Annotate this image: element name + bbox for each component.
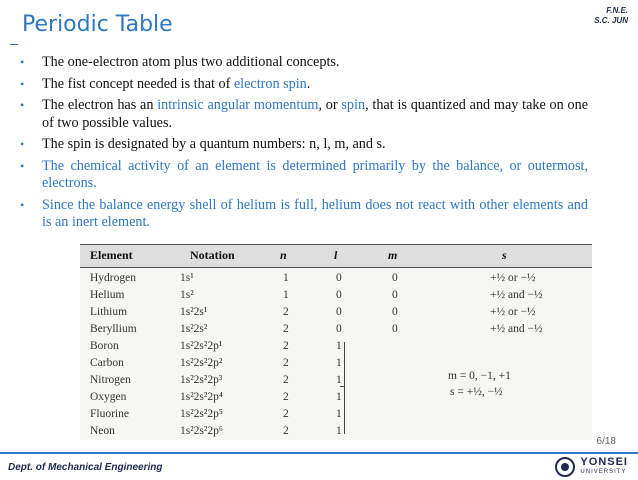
cell-s: +½ and −½ — [490, 323, 543, 335]
header-notation: Notation — [190, 248, 235, 262]
bullet-item — [20, 158, 588, 193]
title-accent-rule — [10, 44, 18, 45]
bullet-text: . — [306, 75, 311, 92]
cell-l: 1 — [336, 408, 342, 420]
cell-l: 0 — [336, 306, 342, 318]
bullet-text: The spin is designated by a quantum numbers: n, l, m, and s. — [42, 136, 386, 152]
bullet-dot-icon: • — [20, 137, 25, 151]
group-m-text: m = 0, −1, +1 — [448, 370, 511, 382]
electron-configuration-table — [80, 244, 592, 440]
cell-n: 2 — [283, 357, 289, 369]
bullet-text: , or — [318, 97, 342, 113]
cell-element: Oxygen — [90, 391, 127, 403]
table-row — [80, 425, 592, 442]
table-row — [80, 391, 592, 408]
bullet-text: The fist concept needed is that of — [42, 75, 234, 92]
logo-text-small: UNIVERSITY — [580, 469, 627, 475]
cell-l: 1 — [336, 374, 342, 386]
table-row — [80, 272, 592, 289]
header-n: n — [280, 248, 287, 262]
cell-notation: 1s²2s²2p⁵ — [180, 408, 223, 420]
cell-n: 2 — [283, 374, 289, 386]
cell-s: +½ or −½ — [490, 306, 536, 318]
highlight-term: electron spin — [233, 75, 307, 92]
bullet-text: The one-electron atom plus two additional concepts. — [42, 54, 340, 70]
bullet-text: , that is quantized and may take on one of two possible values. — [42, 97, 589, 131]
cell-n: 2 — [283, 323, 289, 335]
cell-l: 1 — [336, 425, 342, 437]
cell-element: Nitrogen — [90, 374, 131, 386]
cell-element: Lithium — [90, 306, 128, 318]
page-number: 6/18 — [596, 436, 616, 447]
bullet-item — [20, 97, 588, 132]
table-row — [80, 340, 592, 357]
bullet-list — [20, 54, 588, 236]
department-label: Dept. of Mechanical Engineering — [8, 462, 163, 473]
footer-bar — [0, 452, 638, 480]
cell-l: 1 — [336, 340, 342, 352]
cell-n: 1 — [283, 272, 289, 284]
table-row — [80, 323, 592, 340]
cell-element: Helium — [90, 289, 125, 301]
cell-n: 2 — [283, 306, 289, 318]
cell-notation: 1s²2s²2p³ — [180, 374, 223, 386]
cell-n: 2 — [283, 391, 289, 403]
group-s-text: s = +½, −½ — [450, 386, 503, 398]
cell-n: 2 — [283, 425, 289, 437]
highlight-term: spin — [341, 97, 366, 113]
cell-element: Neon — [90, 425, 115, 437]
cell-element: Boron — [90, 340, 119, 352]
cell-s: +½ or −½ — [490, 272, 536, 284]
group-brace-icon — [344, 342, 353, 434]
bullet-item — [20, 197, 588, 232]
cell-m: 0 — [392, 289, 398, 301]
cell-m: 0 — [392, 323, 398, 335]
bullet-item — [20, 136, 588, 154]
cell-notation: 1s² — [180, 289, 194, 301]
bullet-dot-icon: • — [20, 98, 25, 112]
cell-m: 0 — [392, 272, 398, 284]
table-row — [80, 289, 592, 306]
table-row — [80, 374, 592, 391]
cell-m: 0 — [392, 306, 398, 318]
cell-l: 0 — [336, 272, 342, 284]
slide-title: Periodic Table — [22, 12, 173, 37]
header-l: l — [334, 248, 338, 262]
bullet-text-blue: Since the balance energy shell of helium is full, helium does not react with other elements and is an inert element. — [42, 196, 588, 230]
cell-l: 1 — [336, 391, 342, 403]
header-s: s — [502, 248, 507, 262]
cell-notation: 1s²2s²2p¹ — [180, 340, 223, 352]
cell-notation: 1s²2s²2p⁶ — [180, 425, 223, 437]
cell-notation: 1s²2s²2p⁴ — [180, 391, 223, 403]
cell-l: 1 — [336, 357, 342, 369]
bullet-dot-icon: • — [20, 197, 25, 212]
cell-element: Hydrogen — [90, 272, 136, 284]
table-row — [80, 408, 592, 425]
header-m: m — [388, 248, 398, 262]
author-tag-line1: F.N.E. — [606, 6, 628, 15]
cell-element: Beryllium — [90, 323, 137, 335]
table-header — [80, 244, 592, 268]
cell-element: Fluorine — [90, 408, 129, 420]
table-row — [80, 357, 592, 374]
cell-element: Carbon — [90, 357, 124, 369]
cell-n: 1 — [283, 289, 289, 301]
bullet-item — [20, 76, 588, 94]
cell-n: 2 — [283, 340, 289, 352]
cell-l: 0 — [336, 323, 342, 335]
cell-notation: 1s²2s²2p² — [180, 357, 223, 369]
university-logo — [555, 457, 628, 477]
author-tag-line2: S.C. JUN — [594, 16, 628, 25]
cell-notation: 1s²2s² — [180, 323, 208, 335]
bullet-item — [20, 54, 588, 72]
cell-s: +½ and −½ — [490, 289, 543, 301]
logo-wordmark — [580, 457, 628, 477]
author-tag — [594, 6, 628, 26]
highlight-term: intrinsic angular momentum — [157, 97, 319, 113]
bullet-text-blue: The chemical activity of an element is determined primarily by the balance, or outermost, electrons. — [42, 157, 588, 191]
university-seal-icon — [555, 457, 575, 477]
cell-notation: 1s¹ — [180, 272, 194, 284]
cell-l: 0 — [336, 289, 342, 301]
cell-notation: 1s²2s¹ — [180, 306, 208, 318]
bullet-dot-icon: • — [20, 55, 25, 69]
cell-n: 2 — [283, 408, 289, 420]
bullet-dot-icon: • — [20, 76, 25, 91]
bullet-text: The electron has an — [42, 97, 158, 113]
bullet-dot-icon: • — [20, 158, 25, 173]
table-row — [80, 306, 592, 323]
header-element: Element — [90, 248, 133, 262]
logo-text-big: YONSEI — [580, 456, 628, 468]
